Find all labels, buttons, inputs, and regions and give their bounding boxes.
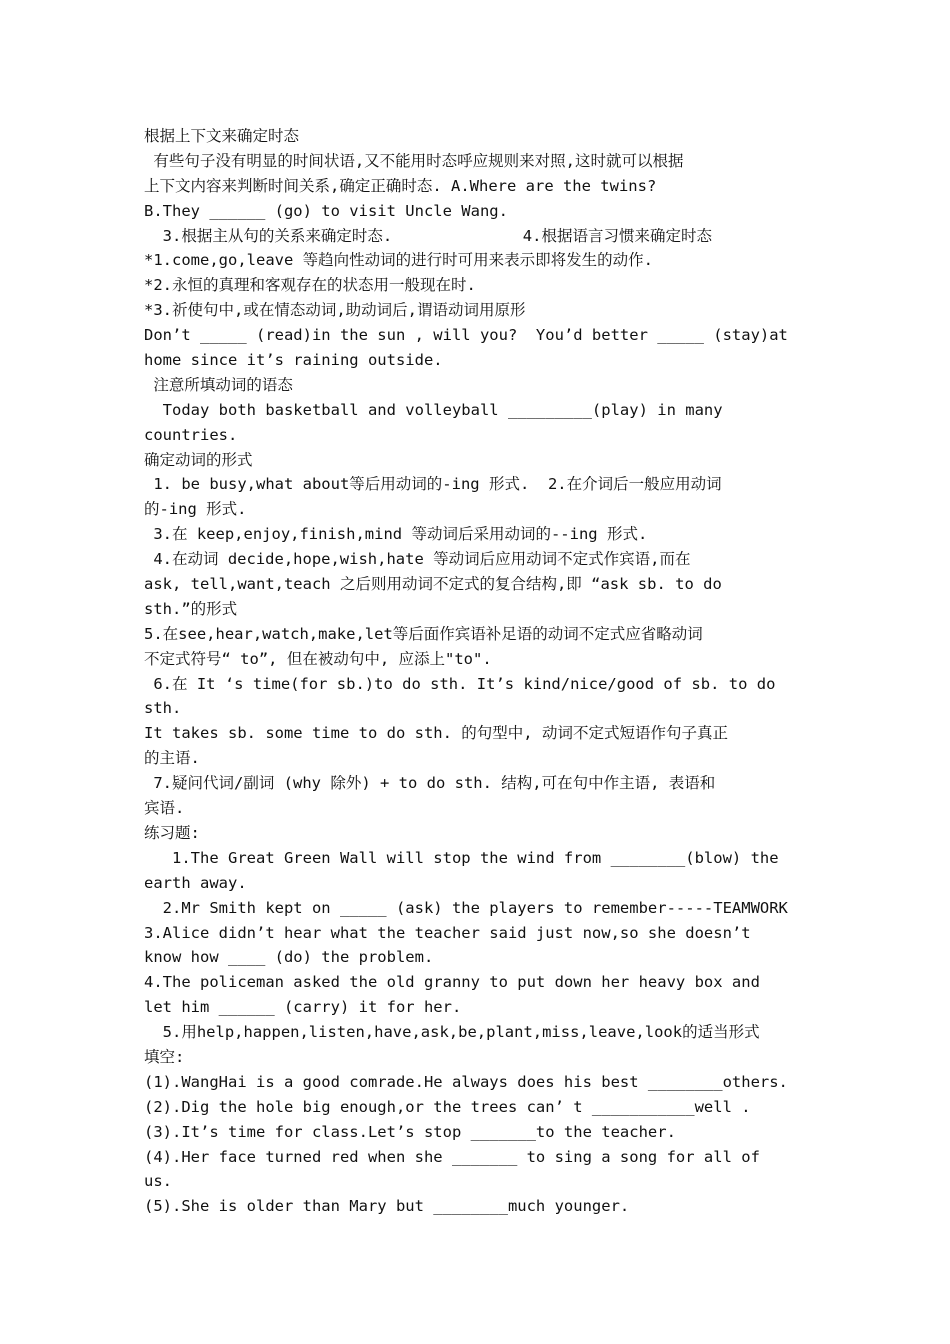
example-line: Don’t _____ (read)in the sun , will you? You’d better _____ (stay)at bbox=[144, 326, 788, 345]
rule-line: 5.在see,hear,watch,make,let等后面作宾语补足语的动词不定式应省略动词 bbox=[144, 624, 703, 643]
rule-line: 不定式符号“ to”, 但在被动句中, 应添上"to". bbox=[144, 649, 492, 668]
rule-line: 4.在动词 decide,hope,wish,hate 等动词后应用动词不定式作宾语,而在 bbox=[144, 550, 691, 569]
paragraph-line: 3.根据主从句的关系来确定时态. 4.根据语言习惯来确定时态 bbox=[144, 226, 712, 245]
heading-verb-form: 确定动词的形式 bbox=[144, 450, 253, 469]
rule-line: *3.祈使句中,或在情态动词,助动词后,谓语动词用原形 bbox=[144, 301, 526, 320]
example-line: countries. bbox=[144, 425, 238, 444]
example-line: Today both basketball and volleyball _________(play) in many bbox=[144, 400, 723, 419]
heading-tense-context: 根据上下文来确定时态 bbox=[144, 127, 300, 145]
rule-line: sth. bbox=[144, 699, 182, 718]
heading-voice: 注意所填动词的语态 bbox=[144, 375, 293, 394]
exercise-line: (2).Dig the hole big enough,or the trees can’ t ___________well . bbox=[144, 1097, 751, 1116]
rule-line: *2.永恒的真理和客观存在的状态用一般现在时. bbox=[144, 276, 476, 295]
exercise-line: 5.用help,happen,listen,have,ask,be,plant,miss,leave,look的适当形式 bbox=[144, 1023, 760, 1042]
rule-line: ask, tell,want,teach 之后则用动词不定式的复合结构,即 “ask sb. to do bbox=[144, 575, 722, 594]
paragraph-line: B.They ______ (go) to visit Uncle Wang. bbox=[144, 201, 508, 220]
rule-line: 7.疑问代词/副词 (why 除外) + to do sth. 结构,可在句中作主语, 表语和 bbox=[144, 774, 716, 793]
exercise-line: 1.The Great Green Wall will stop the wind from ________(blow) the bbox=[144, 848, 779, 867]
rule-line: *1.come,go,leave 等趋向性动词的进行时可用来表示即将发生的动作. bbox=[144, 251, 653, 270]
exercise-line: know how ____ (do) the problem. bbox=[144, 948, 434, 967]
exercise-line: 2.Mr Smith kept on _____ (ask) the players to remember-----TEAMWORK bbox=[144, 898, 788, 917]
exercise-line: us. bbox=[144, 1172, 172, 1191]
rule-line: 的-ing 形式. bbox=[144, 500, 247, 519]
heading-exercises: 练习题: bbox=[144, 823, 200, 842]
paragraph-line: 上下文内容来判断时间关系,确定正确时态. A.Where are the twins? bbox=[144, 176, 657, 195]
rule-line: 6.在 It ‘s time(for sb.)to do sth. It’s kind/nice/good of sb. to do bbox=[144, 674, 776, 693]
exercise-line: 3.Alice didn’t hear what the teacher said just now,so she doesn’t bbox=[144, 923, 751, 942]
paragraph-line: 有些句子没有明显的时间状语,又不能用时态呼应规则来对照,这时就可以根据 bbox=[144, 151, 684, 170]
exercise-line: 4.The policeman asked the old granny to put down her heavy box and bbox=[144, 973, 760, 992]
exercise-line: earth away. bbox=[144, 873, 247, 892]
example-line: home since it’s raining outside. bbox=[144, 351, 443, 370]
rule-line: 3.在 keep,enjoy,finish,mind 等动词后采用动词的--ing 形式. bbox=[144, 525, 648, 544]
rule-line: 的主语. bbox=[144, 749, 200, 768]
rule-line: It takes sb. some time to do sth. 的句型中, 动词不定式短语作句子真正 bbox=[144, 724, 728, 743]
exercise-line: (3).It’s time for class.Let’s stop _______to the teacher. bbox=[144, 1122, 676, 1141]
rule-line: 宾语. bbox=[144, 799, 185, 818]
exercise-line: (4).Her face turned red when she _______ to sing a song for all of bbox=[144, 1147, 760, 1166]
exercise-line: (1).WangHai is a good comrade.He always does his best ________others. bbox=[144, 1072, 788, 1091]
rule-line: sth.”的形式 bbox=[144, 599, 238, 618]
rule-line: 1. be busy,what about等后用动词的-ing 形式. 2.在介词后一般应用动词 bbox=[144, 475, 722, 494]
exercise-line: 填空: bbox=[144, 1047, 185, 1066]
document-page bbox=[144, 124, 806, 1219]
exercise-line: (5).She is older than Mary but ________much younger. bbox=[144, 1197, 630, 1216]
exercise-line: let him ______ (carry) it for her. bbox=[144, 998, 462, 1017]
